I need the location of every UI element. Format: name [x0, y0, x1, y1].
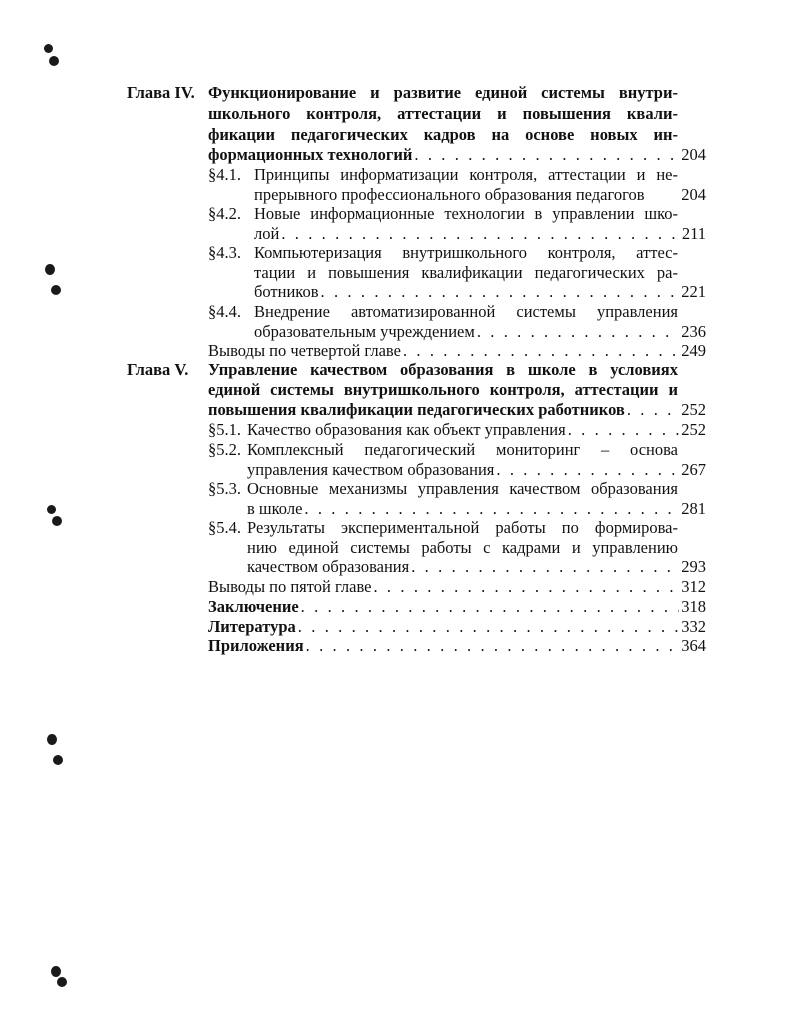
page-number: 252 — [681, 420, 706, 439]
section-number: §4.3. — [208, 243, 241, 262]
leader-dots — [373, 577, 679, 597]
section-title-line: Компьютеризация внутришкольного контроля, аттес- — [254, 243, 678, 262]
binding-hole-mark — [51, 966, 61, 977]
leader-dots — [403, 341, 679, 361]
page-number: 252 — [681, 400, 706, 419]
leader-dots — [411, 557, 679, 577]
leader-dots — [321, 282, 680, 302]
toc-entry-section-5-3[interactable] — [247, 499, 706, 519]
leader-dots — [304, 499, 679, 519]
page-number: 211 — [681, 224, 706, 243]
section-number: §5.3. — [208, 479, 241, 498]
section-title-line: образовательным учреждением — [254, 322, 475, 341]
section-title-line: нию единой системы работы с кадрами и управлению — [247, 538, 678, 557]
section-title-line: Результаты экспериментальной работы по формирова- — [247, 518, 678, 537]
toc-entry-conclusions-4[interactable] — [208, 341, 706, 361]
section-title-line: лой — [254, 224, 280, 243]
page-number: 332 — [681, 617, 706, 636]
entry-title: Приложения — [208, 636, 304, 655]
binding-hole-mark — [45, 264, 55, 275]
page-number: 204 — [681, 185, 706, 204]
leader-dots — [306, 636, 680, 656]
section-title-line: тации и повышения квалификации педагогических ра- — [254, 263, 678, 282]
chapter-title-line: школьного контроля, аттестации и повышения квали- — [208, 104, 678, 123]
binding-hole-mark — [47, 505, 56, 514]
toc-entry-section-4-3[interactable] — [254, 282, 706, 302]
section-title-line: в школе — [247, 499, 303, 518]
page-number: 221 — [681, 282, 706, 301]
section-number: §5.1. — [208, 420, 241, 439]
page-number: 281 — [681, 499, 706, 518]
section-title-line: управления качеством образования — [247, 460, 495, 479]
binding-hole-mark — [44, 44, 53, 53]
section-title-line: Комплексный педагогический мониторинг – основа — [247, 440, 678, 459]
section-title-line: Основные механизмы управления качеством образования — [247, 479, 678, 498]
page-number: 312 — [681, 577, 706, 596]
toc-entry-section-5-4[interactable] — [247, 557, 706, 577]
section-title-line: прерывного профессионального образования педагогов — [254, 185, 645, 204]
section-number: §5.4. — [208, 518, 241, 537]
section-number: §4.2. — [208, 204, 241, 223]
chapter-title-line: повышения квалификации педагогических работников — [208, 400, 625, 419]
entry-title: Выводы по пятой главе — [208, 577, 372, 596]
leader-dots — [414, 145, 679, 165]
toc-entry-chapter-5[interactable] — [208, 400, 706, 420]
chapter-title-line: формационных технологий — [208, 145, 413, 164]
entry-title: Выводы по четвертой главе — [208, 341, 401, 360]
page-number: 364 — [681, 636, 706, 655]
entry-title: Литература — [208, 617, 296, 636]
entry-title: Заключение — [208, 597, 299, 616]
page-number: 267 — [681, 460, 706, 479]
page-number: 204 — [681, 145, 706, 164]
binding-hole-mark — [51, 285, 61, 295]
section-title-line: ботников — [254, 282, 319, 301]
leader-dots — [568, 420, 680, 440]
section-number: §4.1. — [208, 165, 241, 184]
leader-dots — [301, 597, 680, 617]
section-title-line: Новые информационные технологии в управлении шко- — [254, 204, 678, 223]
page-number: 236 — [681, 322, 706, 341]
leader-dots — [281, 224, 680, 244]
toc-entry-appendices[interactable] — [208, 636, 706, 656]
binding-hole-mark — [52, 516, 62, 526]
binding-hole-mark — [49, 56, 59, 66]
leader-dots — [627, 400, 679, 420]
section-number: §5.2. — [208, 440, 241, 459]
chapter-title-line: Управление качеством образования в школе в условиях — [208, 360, 678, 379]
binding-hole-mark — [47, 734, 57, 745]
toc-entry-references[interactable] — [208, 617, 706, 637]
toc-entry-chapter-4[interactable] — [208, 145, 706, 165]
leader-dots — [298, 617, 679, 637]
chapter-label: Глава IV. — [127, 83, 195, 102]
toc-entry-conclusions-5[interactable] — [208, 577, 706, 597]
toc-entry-conclusion[interactable] — [208, 597, 706, 617]
toc-entry-section-4-4[interactable] — [254, 322, 706, 342]
section-title-line: Принципы информатизации контроля, аттестации и не- — [254, 165, 678, 184]
toc-entry-section-5-2[interactable] — [247, 460, 706, 480]
chapter-title-line: единой системы внутришкольного контроля, аттестации и — [208, 380, 678, 399]
toc-entry-section-5-1[interactable] — [247, 420, 706, 440]
section-title-line: качеством образования — [247, 557, 410, 576]
binding-hole-mark — [53, 755, 63, 765]
binding-hole-mark — [57, 977, 67, 987]
toc-entry-section-4-2[interactable] — [254, 224, 706, 244]
chapter-title-line: фикации педагогических кадров на основе новых ин- — [208, 125, 678, 144]
section-title-line: Внедрение автоматизированной системы управления — [254, 302, 678, 321]
page-number: 249 — [681, 341, 706, 360]
leader-dots — [496, 460, 679, 480]
chapter-label: Глава V. — [127, 360, 189, 379]
section-number: §4.4. — [208, 302, 241, 321]
page-number: 293 — [681, 557, 706, 576]
leader-dots — [477, 322, 679, 342]
page-number: 318 — [681, 597, 706, 616]
chapter-title-line: Функционирование и развитие единой системы внутри- — [208, 83, 678, 102]
toc-entry-section-4-1[interactable] — [254, 185, 706, 205]
section-title-line: Качество образования как объект управления — [247, 420, 566, 439]
